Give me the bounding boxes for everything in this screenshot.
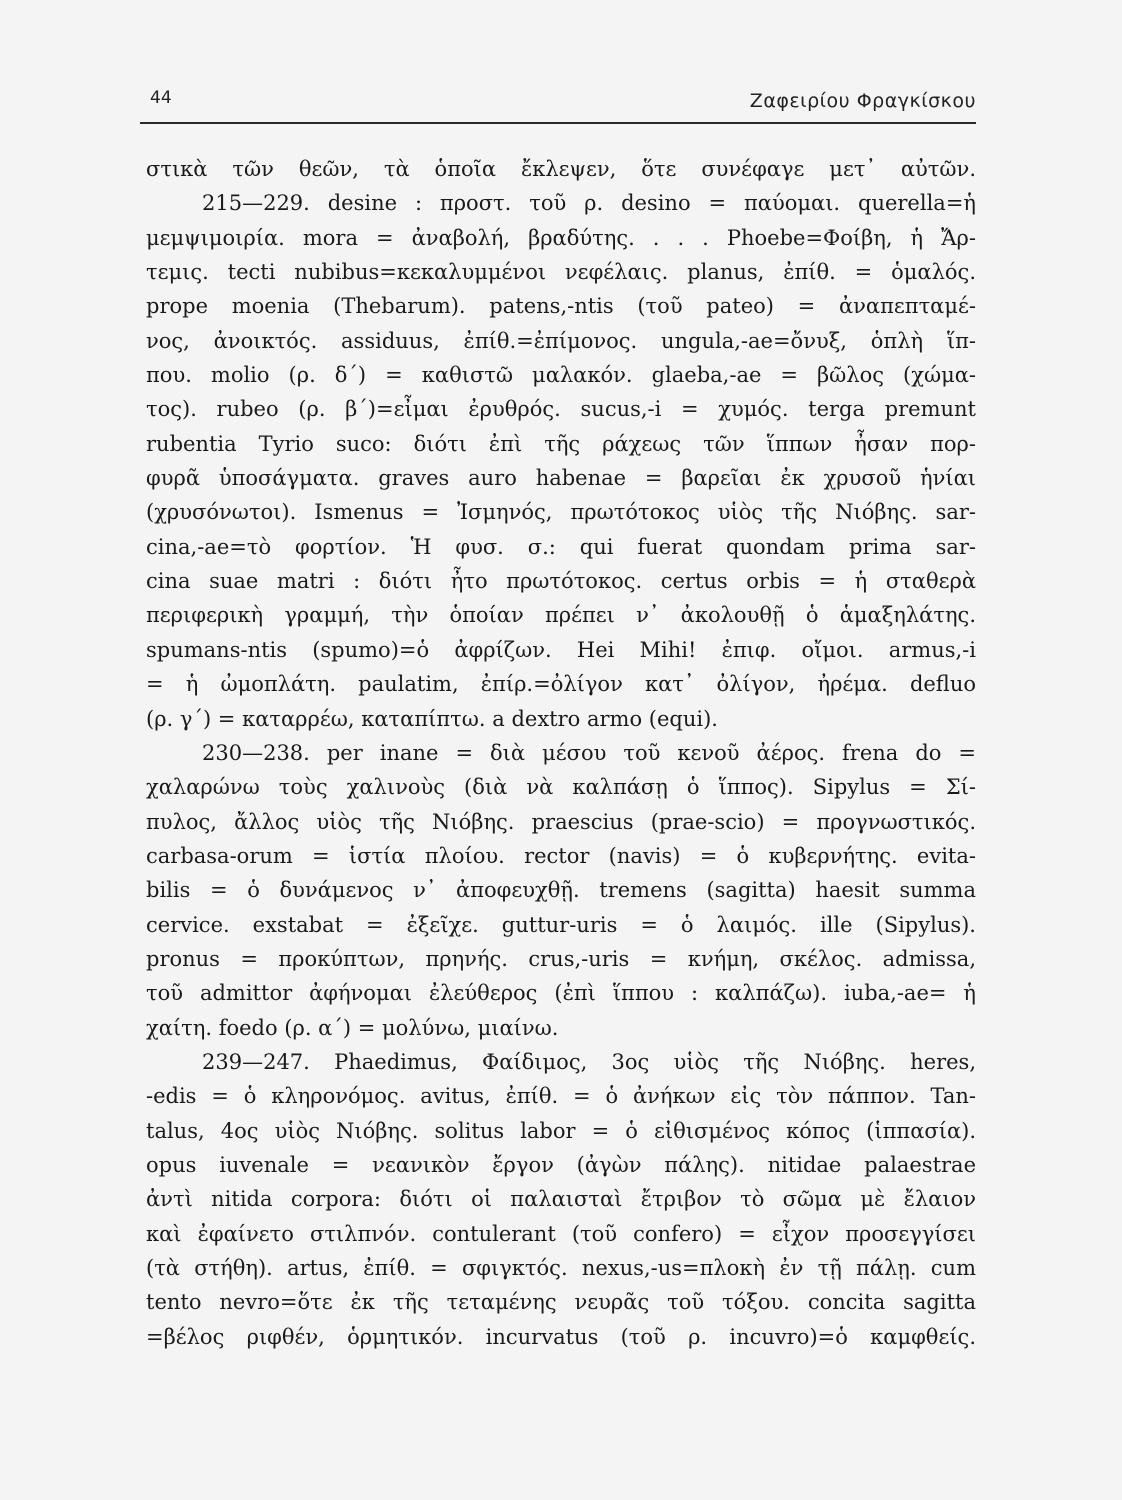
text-line: τεμις. tecti nubibus=κεκαλυμμένοι νεφέλαις. planus, ἐπίθ. = ὁμαλός. [146, 260, 976, 285]
text-line: bilis = ὁ δυνάμενος ν᾿ ἀποφευχθῇ. tremens (sagitta) haesit summa [146, 878, 976, 903]
page-number: 44 [150, 88, 172, 108]
text-line: νος, ἀνοικτός. assiduus, ἐπίθ.=ἐπίμονος. ungula,-ae=ὄνυξ, ὁπλὴ ἵπ- [146, 328, 976, 353]
text-line: (χρυσόνωτοι). Ismenus = Ἰσμηνός, πρωτότοκος υἱὸς τῆς Νιόβης. sar- [146, 500, 976, 525]
text-line: cervice. exstabat = ἐξεῖχε. guttur-uris = ὁ λαιμός. ille (Sipylus). [146, 912, 976, 937]
section-start-line: 239—247. Phaedimus, Φαίδιμος, 3ος υἱὸς τῆς Νιόβης. heres, [202, 1049, 976, 1074]
text-line: στικὰ τῶν θεῶν, τὰ ὁποῖα ἔκλεψεν, ὅτε συνέφαγε μετ᾿ αὐτῶν. [146, 157, 976, 181]
paragraph-end-line: χαίτη. foedo (ρ. α΄) = μολύνω, μιαίνω. [146, 1015, 559, 1040]
text-line: cina suae matri : διότι ἦτο πρωτότοκος. certus orbis = ἡ σταθερὰ [146, 569, 976, 594]
text-line: ἀντὶ nitida corpora: διότι οἱ παλαισταὶ ἔτριβον τὸ σῶμα μὲ ἔλαιον [146, 1187, 976, 1212]
running-title: Ζαφειρίου Φραγκίσκου [749, 90, 976, 112]
paragraph-end-line: (ρ. γ΄) = καταρρέω, καταπίπτω. a dextro armo (equi). [146, 706, 718, 731]
text-line: χαλαρώνω τοὺς χαλινοὺς (διὰ νὰ καλπάσῃ ὁ ἵππος). Sipylus = Σί- [146, 775, 976, 800]
text-line: talus, 4ος υἱὸς Νιόβης. solitus labor = ὁ εἰθισμένος κόπος (ἱππασία). [146, 1118, 976, 1143]
text-line: tento nevro=ὅτε ἐκ τῆς τεταμένης νευρᾶς τοῦ τόξου. concita sagitta [146, 1290, 976, 1315]
text-line: που. molio (ρ. δ΄) = καθιστῶ μαλακόν. glaeba,-ae = βῶλος (χώμα- [146, 363, 976, 388]
text-line: -edis = ὁ κληρονόμος. avitus, ἐπίθ. = ὁ ἀνήκων εἰς τὸν πάππον. Tan- [146, 1084, 976, 1109]
commentary-text [146, 152, 976, 1354]
text-line: (τὰ στήθη). artus, ἐπίθ. = σφιγκτός. nexus,-us=πλοκὴ ἐν τῇ πάλῃ. cum [146, 1256, 976, 1280]
text-line: cina,-ae=τὸ φορτίον. Ἡ φυσ. σ.: qui fuerat quondam prima sar- [146, 534, 976, 559]
text-line: τος). rubeo (ρ. β΄)=εἶμαι ἐρυθρός. sucus,-i = χυμός. terga premunt [146, 397, 976, 422]
text-line: φυρᾶ ὑποσάγματα. graves auro habenae = βαρεῖαι ἐκ χρυσοῦ ἡνίαι [146, 466, 976, 491]
text-line: opus iuvenale = νεανικὸν ἔργον (ἀγὼν πάλης). nitidae palaestrae [146, 1152, 976, 1177]
text-line: μεμψιμοιρία. mora = ἀναβολή, βραδύτης. . . . Phoebe=Φοίβη, ἡ Ἄρ- [146, 225, 976, 250]
text-line: prope moenia (Thebarum). patens,-ntis (τοῦ pateo) = ἀναπεπταμέ- [146, 294, 976, 319]
text-line: = ἡ ὠμοπλάτη. paulatim, ἐπίρ.=ὀλίγον κατ᾿ ὀλίγον, ἠρέμα. defluo [146, 672, 976, 697]
text-line: τοῦ admittor ἀφήνομαι ἐλεύθερος (ἐπὶ ἵππου : καλπάζω). iuba,-ae= ἡ [146, 981, 976, 1006]
text-line: περιφερικὴ γραμμή, τὴν ὁποίαν πρέπει ν᾿ ἀκολουθῇ ὁ ἁμαξηλάτης. [146, 603, 976, 628]
text-line: carbasa-orum = ἱστία πλοίου. rector (navis) = ὁ κυβερνήτης. evita- [146, 843, 976, 868]
text-line: spumans-ntis (spumo)=ὁ ἀφρίζων. Hei Mihi! ἐπιφ. οἴμοι. armus,-i [146, 637, 976, 662]
text-line: πυλος, ἄλλος υἱὸς τῆς Νιόβης. praescius (prae-scio) = προγνωστικός. [146, 809, 976, 834]
running-head [140, 82, 976, 124]
text-line: pronus = προκύπτων, πρηνής. crus,-uris = κνήμη, σκέλος. admissa, [146, 946, 976, 971]
section-start-line: 230—238. per inane = διὰ μέσου τοῦ κενοῦ ἀέρος. frena do = [202, 740, 976, 765]
text-line: καὶ ἐφαίνετο στιλπνόν. contulerant (τοῦ confero) = εἶχον προσεγγίσει [146, 1221, 976, 1246]
section-start-line: 215—229. desine : προστ. τοῦ ρ. desino = παύομαι. querella=ἡ [202, 191, 976, 216]
text-line: rubentia Tyrio suco: διότι ἐπὶ τῆς ράχεως τῶν ἵππων ἦσαν πορ- [146, 431, 976, 456]
text-line: =βέλος ριφθέν, ὁρμητικόν. incurvatus (τοῦ ρ. incuvro)=ὁ καμφθείς. [146, 1324, 976, 1349]
